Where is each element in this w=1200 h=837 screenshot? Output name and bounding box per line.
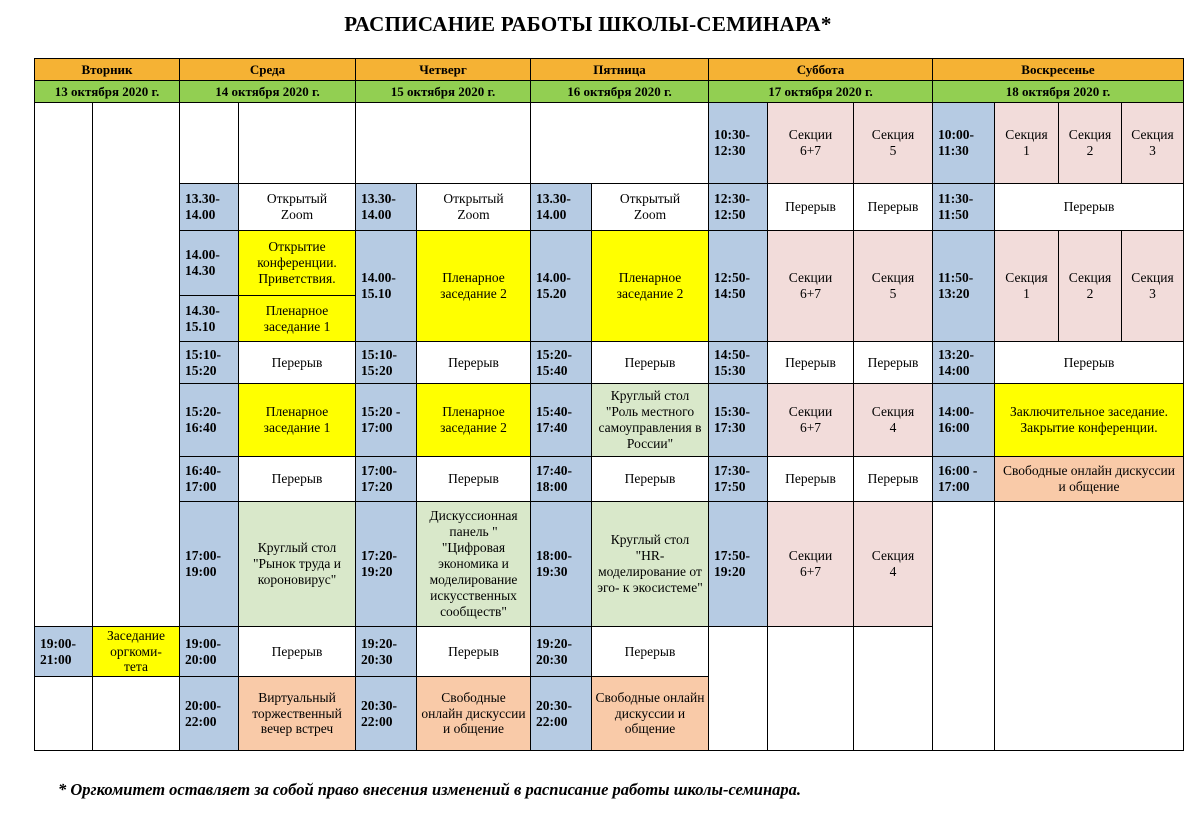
time-cell [355, 383, 417, 457]
date-friday-label: 16 октября 2020 г. [567, 83, 672, 99]
event-cell [238, 501, 356, 627]
event-label: Пленарное заседание 1 [263, 302, 331, 334]
time-cell [179, 230, 239, 296]
event-cell [853, 341, 933, 384]
time-cell [708, 341, 768, 384]
event-cell [591, 676, 709, 751]
event-cell [416, 341, 531, 384]
time-label: 14.00- 14.30 [185, 247, 220, 278]
time-label: 17:00- 19:00 [185, 548, 221, 579]
empty-cell [932, 501, 995, 751]
event-label: Пленарное заседание 1 [263, 404, 331, 435]
event-label: Секция 4 [871, 404, 915, 435]
empty-cell [238, 102, 356, 184]
event-label: Виртуальный торжественный вечер встреч [252, 689, 342, 737]
event-label: Секция 1 [1005, 270, 1048, 301]
time-cell [932, 383, 995, 457]
time-label: 15:20- 15:40 [536, 346, 572, 378]
event-label: Перерыв [448, 354, 499, 370]
event-label: Круглый стол "Рынок труда и короновирус" [253, 540, 341, 587]
empty-cell [34, 676, 93, 751]
time-label: 15:30- 17:30 [714, 404, 750, 435]
event-label: Перерыв [271, 471, 323, 487]
empty-cell [34, 102, 93, 627]
event-cell [238, 383, 356, 457]
date-tuesday-label: 13 октября 2020 г. [54, 83, 160, 99]
event-cell [767, 383, 854, 457]
event-cell [238, 295, 356, 342]
event-cell [416, 626, 531, 677]
event-label: Перерыв [624, 471, 676, 487]
event-cell [853, 456, 933, 502]
event-cell [1058, 230, 1122, 342]
day-tuesday-label: Вторник [81, 61, 133, 77]
time-label: 15:20- 16:40 [185, 404, 221, 435]
event-label: Перерыв [1063, 354, 1115, 370]
event-label: Секция 3 [1131, 270, 1174, 301]
event-cell [416, 676, 531, 751]
time-cell [179, 626, 239, 677]
event-cell [767, 230, 854, 342]
date-thursday [355, 80, 531, 103]
event-cell [853, 230, 933, 342]
event-cell [591, 183, 709, 231]
time-cell [530, 676, 592, 751]
day-friday [530, 58, 709, 81]
event-label: Секции 6+7 [788, 127, 833, 158]
event-cell [238, 626, 356, 677]
event-cell [853, 383, 933, 457]
time-cell [530, 183, 592, 231]
event-label: Секция 3 [1131, 127, 1174, 158]
date-saturday [708, 80, 933, 103]
event-cell [416, 456, 531, 502]
event-label: Круглый стол "HR-моделирование от эго- к экосистеме" [597, 532, 703, 595]
event-label: Пленарное заседание 2 [616, 270, 684, 301]
time-cell [179, 341, 239, 384]
event-cell [591, 626, 709, 677]
date-sunday-label: 18 октября 2020 г. [1005, 83, 1111, 99]
event-cell [853, 102, 933, 184]
time-label: 14.30- 15.10 [185, 302, 220, 334]
day-sunday-label: Воскресенье [1021, 61, 1095, 77]
event-cell [994, 456, 1184, 502]
event-cell [994, 383, 1184, 457]
event-label: Секция 2 [1068, 270, 1112, 301]
time-label: 13.30- 14.00 [536, 191, 571, 222]
time-cell [530, 341, 592, 384]
time-label: 14:50- 15:30 [714, 346, 750, 378]
time-label: 17:40- 18:00 [536, 463, 572, 494]
event-cell [994, 102, 1059, 184]
time-label: 20:30- 22:00 [361, 697, 397, 729]
event-cell [1121, 102, 1184, 184]
time-label: 17:50- 19:20 [714, 548, 750, 579]
time-label: 15:40- 17:40 [536, 404, 572, 435]
time-cell [932, 230, 995, 342]
event-cell [238, 230, 356, 296]
time-cell [355, 183, 417, 231]
event-label: Секция 5 [871, 270, 915, 301]
event-cell [1058, 102, 1122, 184]
day-wednesday-label: Среда [249, 61, 286, 77]
time-cell [179, 295, 239, 342]
time-cell [530, 501, 592, 627]
empty-cell [767, 626, 854, 751]
event-label: Открытый Zoom [619, 191, 681, 222]
event-cell [767, 456, 854, 502]
event-label: Заседание оргкоми- тета [106, 627, 166, 675]
date-tuesday [34, 80, 180, 103]
event-label: Секция 5 [871, 127, 915, 158]
event-label: Свободные онлайн дискуссии и общение [595, 689, 705, 737]
event-cell [994, 183, 1184, 231]
event-cell [238, 676, 356, 751]
time-cell [708, 456, 768, 502]
event-label: Секция 1 [1005, 127, 1048, 158]
time-cell [355, 230, 417, 342]
day-saturday-label: Суббота [796, 61, 845, 77]
time-label: 15:10- 15:20 [361, 346, 397, 378]
event-label: Перерыв [867, 354, 919, 370]
event-cell [994, 341, 1184, 384]
event-label: Секция 4 [871, 548, 915, 579]
day-friday-label: Пятница [593, 61, 646, 77]
event-label: Круглый стол "Роль местного самоуправления в России" [598, 388, 702, 451]
event-cell [92, 626, 180, 677]
event-cell [238, 183, 356, 231]
time-label: 16:40- 17:00 [185, 463, 221, 494]
time-label: 16:00 - 17:00 [938, 463, 978, 494]
empty-cell [92, 676, 180, 751]
time-label: 14.00- 15.10 [361, 270, 396, 301]
time-label: 20:00- 22:00 [185, 697, 221, 729]
day-saturday [708, 58, 933, 81]
time-label: 14:00- 16:00 [938, 404, 974, 435]
time-cell [708, 383, 768, 457]
time-label: 15:20 - 17:00 [361, 404, 401, 435]
time-cell [355, 456, 417, 502]
time-cell [530, 383, 592, 457]
time-label: 20:30- 22:00 [536, 697, 572, 729]
time-label: 12:30- 12:50 [714, 191, 750, 222]
time-label: 13:20- 14:00 [938, 346, 974, 378]
event-label: Перерыв [867, 471, 919, 487]
time-label: 11:30- 11:50 [938, 191, 974, 222]
time-cell [708, 501, 768, 627]
footnote: * Оргкомитет оставляет за собой право внесения изменений в расписание работы школы-семинара. [58, 780, 801, 799]
time-label: 11:50- 13:20 [938, 270, 974, 301]
empty-cell [179, 102, 239, 184]
time-cell [179, 501, 239, 627]
event-cell [994, 230, 1059, 342]
event-cell [767, 501, 854, 627]
time-label: 12:50- 14:50 [714, 270, 750, 301]
event-label: Открытый Zoom [266, 191, 328, 222]
day-sunday [932, 58, 1184, 81]
time-cell [932, 456, 995, 502]
date-wednesday-label: 14 октября 2020 г. [215, 83, 320, 99]
time-cell [355, 626, 417, 677]
time-cell [932, 341, 995, 384]
date-sunday [932, 80, 1184, 103]
empty-cell [853, 626, 933, 751]
date-saturday-label: 17 октября 2020 г. [768, 83, 873, 99]
event-label: Свободные онлайн дискуссии и общение [1003, 463, 1175, 494]
event-cell [416, 230, 531, 342]
event-label: Открытый Zoom [443, 191, 504, 222]
time-label: 17:00- 17:20 [361, 463, 397, 494]
day-wednesday [179, 58, 356, 81]
empty-cell [994, 501, 1184, 751]
time-cell [708, 230, 768, 342]
time-label: 15:10- 15:20 [185, 346, 221, 378]
event-label: Перерыв [624, 643, 676, 659]
event-label: Перерыв [867, 199, 919, 215]
event-label: Дискуссионная панель " "Цифровая экономика и моделирование искусственных сообществ" [429, 508, 518, 619]
time-cell [530, 626, 592, 677]
event-cell [416, 383, 531, 457]
event-label: Перерыв [448, 471, 499, 487]
time-cell [179, 383, 239, 457]
time-label: 18:00- 19:30 [536, 548, 572, 579]
time-cell [355, 676, 417, 751]
time-cell [34, 626, 93, 677]
event-label: Перерыв [785, 471, 836, 487]
time-cell [355, 501, 417, 627]
time-label: 17:20- 19:20 [361, 548, 397, 579]
event-label: Секции 6+7 [788, 548, 833, 579]
time-cell [355, 341, 417, 384]
date-friday [530, 80, 709, 103]
event-label: Свободные онлайн дискуссии и общение [421, 689, 526, 737]
event-cell [591, 501, 709, 627]
time-label: 19:20- 20:30 [536, 635, 572, 667]
time-cell [179, 676, 239, 751]
time-cell [530, 456, 592, 502]
event-cell [767, 183, 854, 231]
event-label: Перерыв [271, 354, 323, 370]
empty-cell [530, 102, 709, 184]
time-label: 19:00- 21:00 [40, 635, 76, 667]
event-label: Заключительное заседание. Закрытие конференции. [1010, 404, 1168, 435]
event-label: Перерыв [271, 643, 323, 659]
day-thursday [355, 58, 531, 81]
event-cell [591, 456, 709, 502]
empty-cell [355, 102, 531, 184]
event-cell [1121, 230, 1184, 342]
event-cell [853, 183, 933, 231]
time-label: 19:20- 20:30 [361, 635, 397, 667]
time-cell [179, 456, 239, 502]
page-title: РАСПИСАНИЕ РАБОТЫ ШКОЛЫ-СЕМИНАРА* [344, 12, 832, 36]
time-cell [530, 230, 592, 342]
time-label: 10:00- 11:30 [938, 127, 974, 158]
time-cell [179, 183, 239, 231]
event-cell [238, 341, 356, 384]
event-cell [767, 341, 854, 384]
event-cell [591, 230, 709, 342]
event-label: Перерыв [1063, 199, 1115, 215]
day-tuesday [34, 58, 180, 81]
event-label: Пленарное заседание 2 [440, 404, 507, 435]
date-wednesday [179, 80, 356, 103]
time-label: 13.30- 14.00 [361, 191, 396, 222]
event-label: Открытие конференции. Приветствия. [257, 239, 337, 286]
time-label: 19:00- 20:00 [185, 635, 221, 667]
event-cell [591, 341, 709, 384]
empty-cell [708, 626, 768, 751]
event-label: Перерыв [785, 199, 836, 215]
event-label: Пленарное заседание 2 [440, 270, 507, 301]
event-cell [853, 501, 933, 627]
event-cell [767, 102, 854, 184]
time-label: 10:30- 12:30 [714, 127, 750, 158]
time-label: 13.30- 14.00 [185, 191, 220, 222]
event-cell [591, 383, 709, 457]
day-thursday-label: Четверг [419, 61, 467, 77]
time-cell [932, 183, 995, 231]
event-cell [416, 501, 531, 627]
time-label: 17:30- 17:50 [714, 463, 750, 494]
event-label: Секция 2 [1068, 127, 1112, 158]
event-label: Секции 6+7 [788, 270, 833, 301]
time-label: 14.00- 15.20 [536, 270, 571, 301]
time-cell [708, 102, 768, 184]
event-label: Перерыв [448, 643, 499, 659]
event-cell [238, 456, 356, 502]
empty-cell [92, 102, 180, 627]
time-cell [932, 102, 995, 184]
event-label: Перерыв [624, 354, 676, 370]
time-cell [708, 183, 768, 231]
date-thursday-label: 15 октября 2020 г. [390, 83, 496, 99]
event-label: Перерыв [785, 354, 836, 370]
event-label: Секции 6+7 [788, 404, 833, 435]
event-cell [416, 183, 531, 231]
